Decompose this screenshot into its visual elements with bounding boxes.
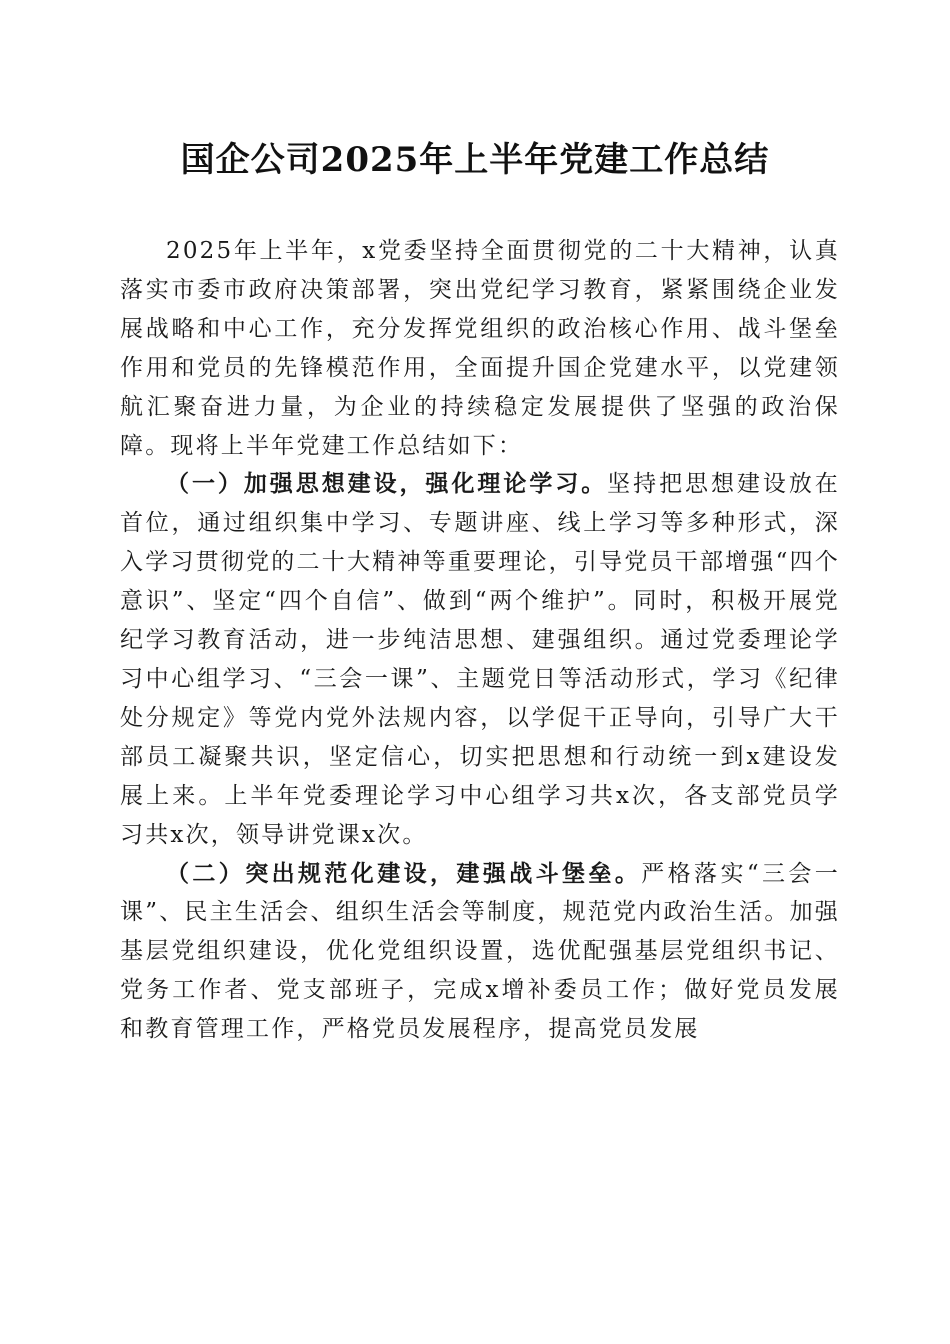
section-1-text: 坚持把思想建设放在首位，通过组织集中学习、专题讲座、线上学习等多种形式，深入学习贯彻党的二十大精神等重要理论，引导党员干部增强“四个意识”、坚定“四个自信”、做到“两个维护”。同时，积极开展党纪学习教育活动，进一步纯洁思想、建强组织。通过党委理论学习中心组学习、“三会一课”、主题党日等活动形式，学习《纪律处分规定》等党内党外法规内容，以学促干正导向，引导广大干部员工凝聚共识，坚定信心，切实把思想和行动统一到x建设发展上来。上半年党委理论学习中心组学习共x次，各支部党员学习共x次，领导讲党课x次。	[120, 471, 840, 848]
section-2-text: 严格落实“三会一课”、民主生活会、组织生活会等制度，规范党内政治生活。加强基层党组织建设，优化党组织设置，选优配强基层党组织书记、党务工作者、党支部班子，完成x增补委员工作；做好党员发展和教育管理工作，严格党员发展程序，提高党员发展	[120, 860, 841, 1043]
document-title: 国企公司2025年上半年党建工作总结	[180, 140, 770, 180]
section-2-paragraph	[120, 855, 840, 1050]
section-1-paragraph	[120, 465, 840, 854]
section-1-heading: （一）加强思想建设，强化理论学习。	[166, 470, 608, 498]
intro-paragraph: 2025年上半年，x党委坚持全面贯彻党的二十大精神，认真落实市委市政府决策部署，突出党纪学习教育，紧紧围绕企业发展战略和中心工作，充分发挥党组织的政治核心作用、战斗堡垒作用和党员的先锋模范作用，全面提升国企党建水平，以党建领航汇聚奋进力量，为企业的持续稳定发展提供了坚强的政治保障。现将上半年党建工作总结如下：	[120, 238, 840, 459]
section-2-heading: （二）突出规范化建设，建强战斗堡垒。	[166, 859, 642, 887]
document-body	[120, 232, 840, 1049]
